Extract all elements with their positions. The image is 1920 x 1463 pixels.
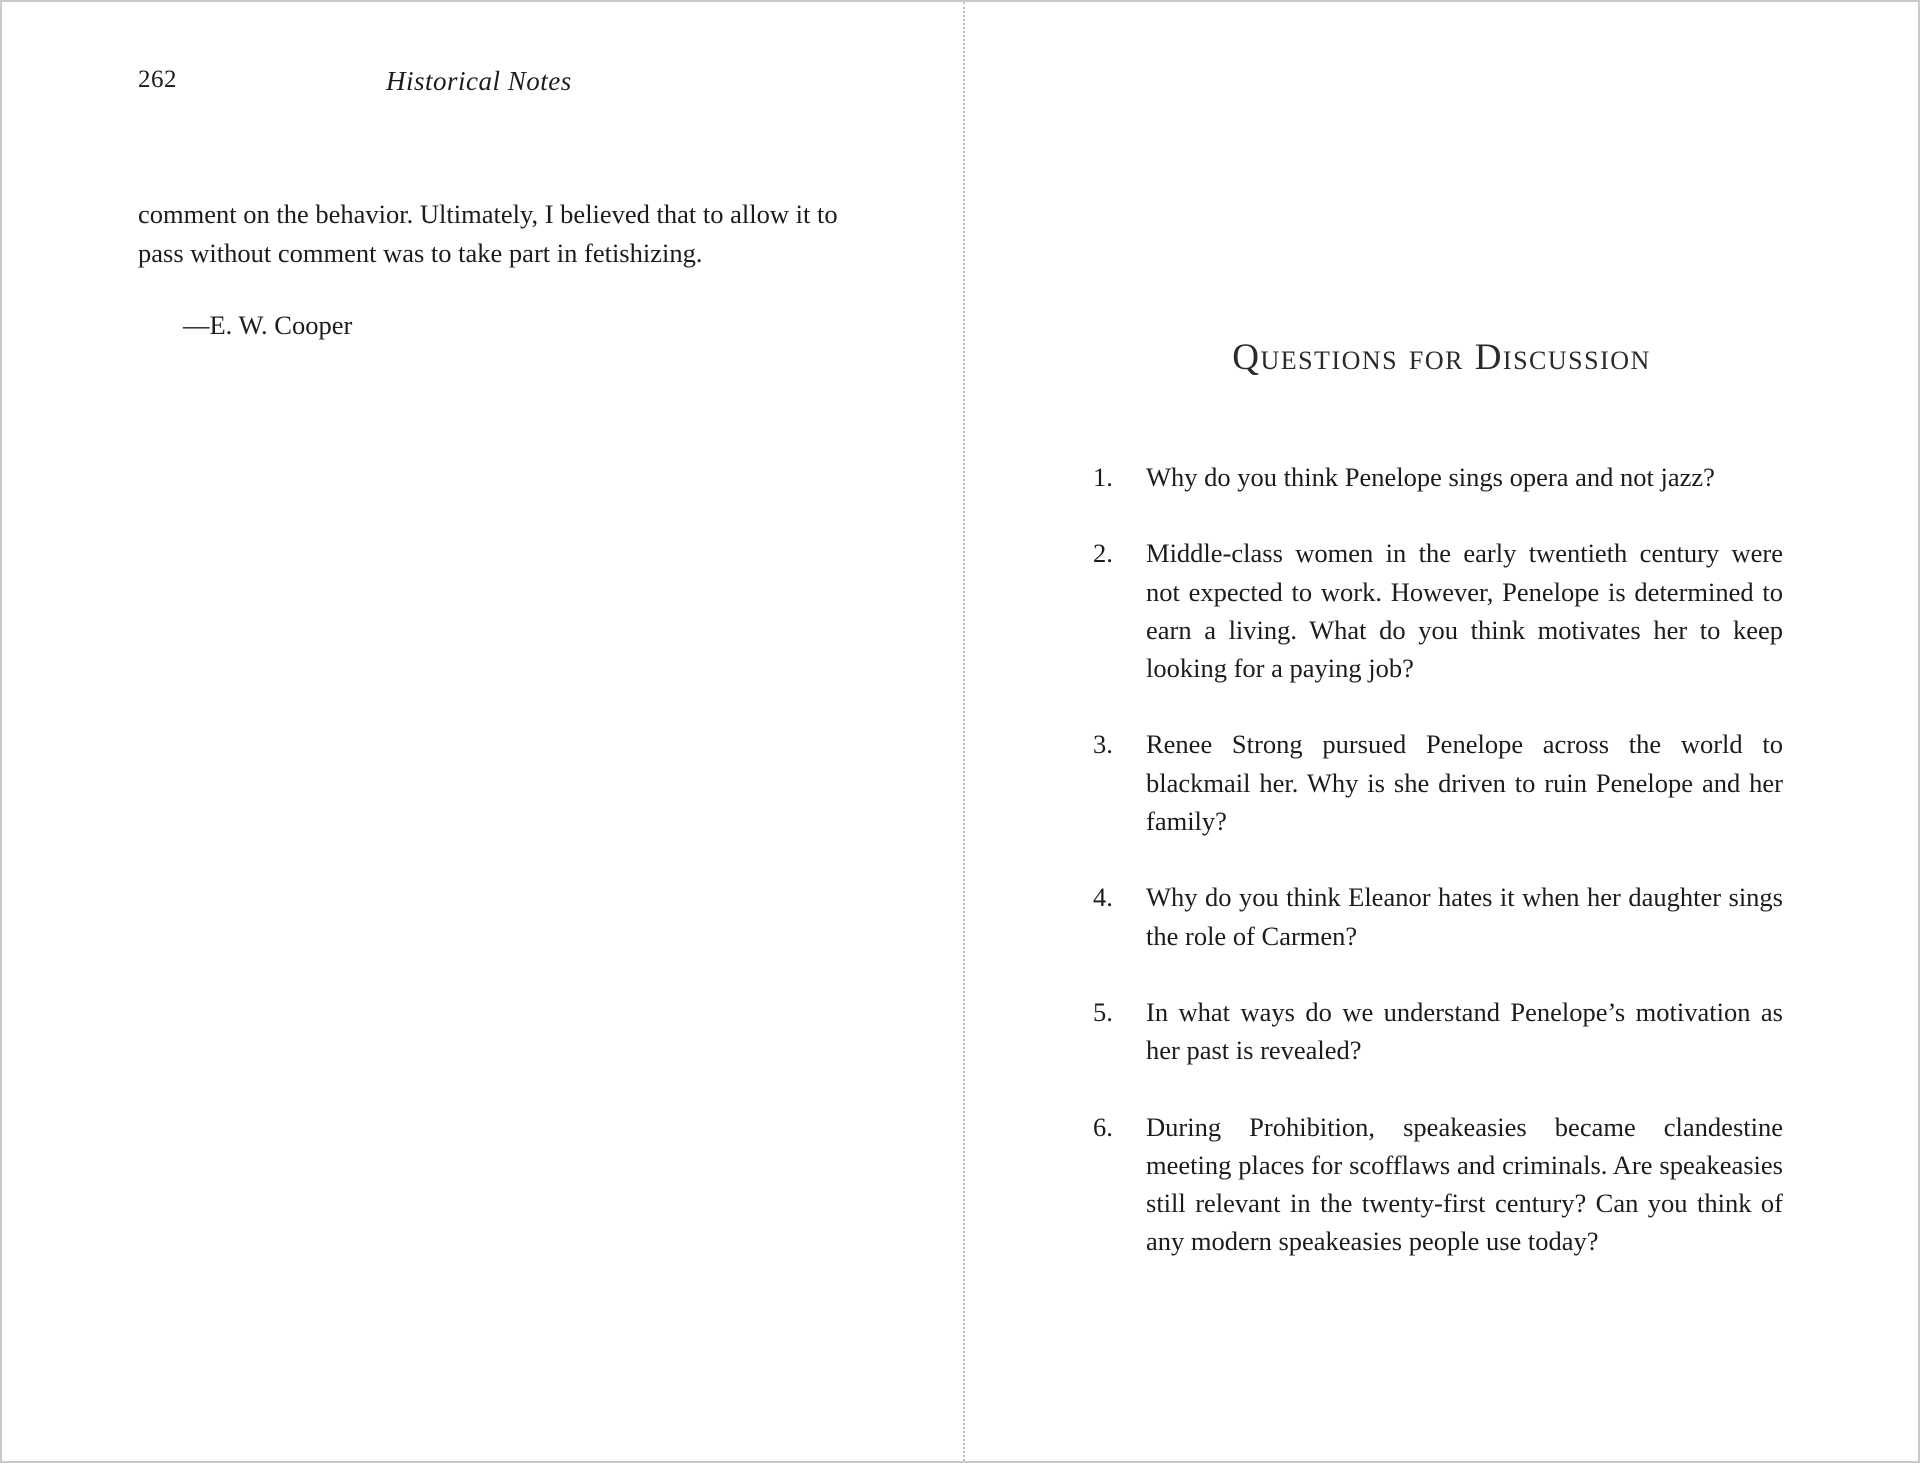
- question-text: Why do you think Eleanor hates it when her daughter sings the role of Carmen?: [1146, 882, 1783, 951]
- discussion-question: [1093, 725, 1783, 840]
- right-page: [965, 2, 1918, 1461]
- question-text: Why do you think Penelope sings opera and not jazz?: [1146, 462, 1715, 492]
- question-text: During Prohibition, speakeasies became clandestine meeting places for scofflaws and criminals. Are speakeasies still relevant in the twenty-first century? Can you think of any modern speakeasies people use today?: [1146, 1111, 1783, 1257]
- left-page: [2, 2, 962, 1461]
- question-number: 1.: [1093, 462, 1113, 492]
- discussion-questions-list: [1093, 458, 1783, 1261]
- question-text: In what ways do we understand Penelope’s motivation as her past is revealed?: [1146, 996, 1783, 1066]
- question-text: Middle-class women in the early twentieth century were not expected to work. However, Penelope is determined to earn a living. What do you think motivates her to keep looking for a paying job?: [1146, 538, 1783, 684]
- discussion-question: [1093, 878, 1783, 955]
- question-number: 6.: [1093, 1111, 1113, 1142]
- discussion-question: [1093, 993, 1783, 1070]
- running-head: [138, 66, 838, 106]
- question-number: 4.: [1093, 882, 1113, 913]
- page-number: 262: [138, 66, 177, 93]
- running-title: Historical Notes: [386, 66, 572, 96]
- discussion-question: [1093, 534, 1783, 687]
- question-number: 5.: [1093, 996, 1113, 1027]
- question-text: Renee Strong pursued Penelope across the world to blackmail her. Why is she driven to ruin Penelope and her family?: [1146, 729, 1783, 837]
- author-signature: —E. W. Cooper: [183, 310, 353, 340]
- section-title: Questions for Discussion: [1232, 337, 1651, 378]
- body-paragraph: comment on the behavior. Ultimately, I believed that to allow it to pass without comment was to take part in fetishizing.: [138, 199, 838, 268]
- discussion-question: [1093, 458, 1783, 496]
- discussion-question: [1093, 1108, 1783, 1261]
- question-number: 2.: [1093, 538, 1113, 569]
- question-number: 3.: [1093, 729, 1113, 760]
